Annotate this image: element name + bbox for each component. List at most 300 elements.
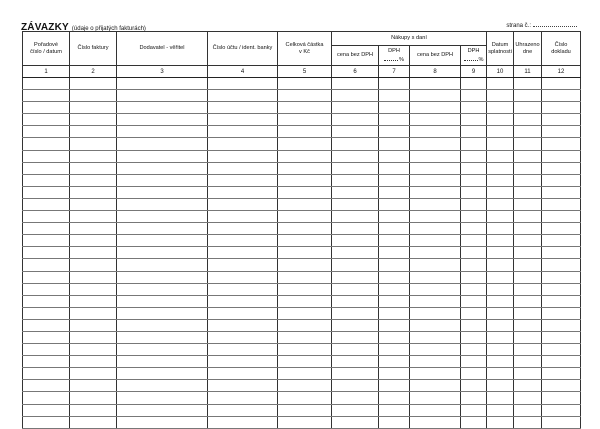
- table-cell[interactable]: [461, 102, 487, 114]
- table-cell[interactable]: [117, 344, 208, 356]
- table-cell[interactable]: [379, 295, 410, 307]
- table-cell[interactable]: [332, 235, 379, 247]
- table-cell[interactable]: [379, 356, 410, 368]
- table-cell[interactable]: [208, 90, 278, 102]
- table-cell[interactable]: [461, 162, 487, 174]
- table-cell[interactable]: [70, 102, 117, 114]
- table-cell[interactable]: [208, 174, 278, 186]
- table-cell[interactable]: [208, 186, 278, 198]
- table-cell[interactable]: [461, 174, 487, 186]
- table-cell[interactable]: [542, 344, 581, 356]
- table-cell[interactable]: [514, 380, 542, 392]
- table-cell[interactable]: [208, 319, 278, 331]
- table-cell[interactable]: [514, 247, 542, 259]
- table-cell[interactable]: [542, 223, 581, 235]
- table-cell[interactable]: [332, 174, 379, 186]
- table-cell[interactable]: [332, 259, 379, 271]
- table-cell[interactable]: [70, 90, 117, 102]
- table-cell[interactable]: [70, 114, 117, 126]
- table-cell[interactable]: [70, 295, 117, 307]
- table-cell[interactable]: [410, 247, 461, 259]
- table-cell[interactable]: [514, 223, 542, 235]
- table-cell[interactable]: [70, 150, 117, 162]
- table-cell[interactable]: [70, 283, 117, 295]
- table-cell[interactable]: [542, 380, 581, 392]
- table-cell[interactable]: [514, 198, 542, 210]
- table-cell[interactable]: [379, 368, 410, 380]
- table-cell[interactable]: [70, 319, 117, 331]
- table-cell[interactable]: [278, 78, 332, 90]
- table-cell[interactable]: [514, 259, 542, 271]
- table-cell[interactable]: [514, 102, 542, 114]
- table-cell[interactable]: [208, 78, 278, 90]
- table-cell[interactable]: [332, 186, 379, 198]
- table-cell[interactable]: [278, 162, 332, 174]
- table-cell[interactable]: [379, 307, 410, 319]
- table-cell[interactable]: [278, 223, 332, 235]
- table-cell[interactable]: [542, 247, 581, 259]
- table-cell[interactable]: [117, 114, 208, 126]
- table-cell[interactable]: [379, 259, 410, 271]
- table-cell[interactable]: [487, 404, 514, 416]
- table-cell[interactable]: [208, 344, 278, 356]
- table-cell[interactable]: [208, 259, 278, 271]
- table-cell[interactable]: [70, 356, 117, 368]
- table-cell[interactable]: [542, 416, 581, 428]
- table-cell[interactable]: [379, 235, 410, 247]
- table-cell[interactable]: [208, 392, 278, 404]
- table-cell[interactable]: [117, 235, 208, 247]
- table-cell[interactable]: [278, 90, 332, 102]
- table-cell[interactable]: [70, 126, 117, 138]
- table-cell[interactable]: [461, 235, 487, 247]
- table-cell[interactable]: [23, 211, 70, 223]
- table-cell[interactable]: [542, 198, 581, 210]
- table-cell[interactable]: [278, 114, 332, 126]
- table-cell[interactable]: [461, 392, 487, 404]
- table-cell[interactable]: [487, 186, 514, 198]
- table-cell[interactable]: [278, 138, 332, 150]
- table-cell[interactable]: [278, 150, 332, 162]
- table-cell[interactable]: [208, 404, 278, 416]
- table-cell[interactable]: [278, 307, 332, 319]
- table-cell[interactable]: [332, 416, 379, 428]
- table-cell[interactable]: [379, 416, 410, 428]
- table-cell[interactable]: [487, 368, 514, 380]
- table-cell[interactable]: [410, 356, 461, 368]
- table-cell[interactable]: [410, 138, 461, 150]
- table-cell[interactable]: [332, 138, 379, 150]
- table-cell[interactable]: [410, 198, 461, 210]
- table-cell[interactable]: [332, 247, 379, 259]
- table-cell[interactable]: [461, 331, 487, 343]
- table-cell[interactable]: [461, 150, 487, 162]
- table-cell[interactable]: [487, 271, 514, 283]
- table-cell[interactable]: [542, 174, 581, 186]
- table-cell[interactable]: [332, 283, 379, 295]
- table-cell[interactable]: [278, 174, 332, 186]
- table-cell[interactable]: [332, 307, 379, 319]
- table-cell[interactable]: [379, 283, 410, 295]
- table-cell[interactable]: [542, 102, 581, 114]
- table-cell[interactable]: [208, 380, 278, 392]
- table-cell[interactable]: [542, 78, 581, 90]
- table-cell[interactable]: [461, 186, 487, 198]
- table-cell[interactable]: [379, 162, 410, 174]
- table-cell[interactable]: [70, 198, 117, 210]
- table-cell[interactable]: [461, 416, 487, 428]
- table-cell[interactable]: [278, 235, 332, 247]
- table-cell[interactable]: [542, 235, 581, 247]
- table-cell[interactable]: [379, 198, 410, 210]
- vat-rate-blank-1[interactable]: [384, 55, 398, 61]
- table-cell[interactable]: [410, 126, 461, 138]
- table-cell[interactable]: [542, 150, 581, 162]
- table-cell[interactable]: [379, 344, 410, 356]
- table-cell[interactable]: [117, 78, 208, 90]
- table-cell[interactable]: [208, 211, 278, 223]
- table-cell[interactable]: [487, 90, 514, 102]
- table-cell[interactable]: [23, 223, 70, 235]
- table-cell[interactable]: [70, 211, 117, 223]
- table-cell[interactable]: [117, 102, 208, 114]
- table-cell[interactable]: [117, 283, 208, 295]
- table-cell[interactable]: [117, 138, 208, 150]
- table-cell[interactable]: [410, 235, 461, 247]
- table-cell[interactable]: [379, 247, 410, 259]
- table-cell[interactable]: [23, 102, 70, 114]
- table-cell[interactable]: [23, 259, 70, 271]
- table-cell[interactable]: [117, 368, 208, 380]
- table-cell[interactable]: [278, 211, 332, 223]
- table-cell[interactable]: [461, 78, 487, 90]
- table-cell[interactable]: [23, 319, 70, 331]
- table-cell[interactable]: [514, 344, 542, 356]
- table-cell[interactable]: [70, 307, 117, 319]
- table-cell[interactable]: [487, 78, 514, 90]
- table-cell[interactable]: [487, 162, 514, 174]
- vat-rate-blank-2[interactable]: [464, 55, 478, 61]
- table-cell[interactable]: [332, 211, 379, 223]
- table-cell[interactable]: [278, 271, 332, 283]
- table-cell[interactable]: [514, 295, 542, 307]
- table-cell[interactable]: [379, 90, 410, 102]
- table-cell[interactable]: [70, 259, 117, 271]
- table-cell[interactable]: [461, 126, 487, 138]
- table-cell[interactable]: [278, 259, 332, 271]
- table-cell[interactable]: [379, 78, 410, 90]
- table-cell[interactable]: [23, 186, 70, 198]
- table-cell[interactable]: [332, 150, 379, 162]
- table-cell[interactable]: [379, 102, 410, 114]
- table-cell[interactable]: [23, 283, 70, 295]
- table-cell[interactable]: [379, 186, 410, 198]
- table-cell[interactable]: [542, 307, 581, 319]
- table-cell[interactable]: [117, 295, 208, 307]
- table-cell[interactable]: [208, 114, 278, 126]
- table-cell[interactable]: [379, 150, 410, 162]
- table-cell[interactable]: [332, 319, 379, 331]
- table-cell[interactable]: [542, 162, 581, 174]
- table-cell[interactable]: [514, 331, 542, 343]
- table-cell[interactable]: [332, 114, 379, 126]
- table-cell[interactable]: [332, 162, 379, 174]
- table-cell[interactable]: [514, 356, 542, 368]
- table-cell[interactable]: [117, 380, 208, 392]
- table-cell[interactable]: [278, 392, 332, 404]
- table-cell[interactable]: [461, 356, 487, 368]
- table-cell[interactable]: [23, 235, 70, 247]
- table-cell[interactable]: [208, 150, 278, 162]
- table-cell[interactable]: [23, 90, 70, 102]
- table-cell[interactable]: [70, 162, 117, 174]
- table-cell[interactable]: [117, 162, 208, 174]
- table-cell[interactable]: [278, 356, 332, 368]
- table-cell[interactable]: [379, 126, 410, 138]
- table-cell[interactable]: [410, 186, 461, 198]
- table-cell[interactable]: [379, 404, 410, 416]
- table-cell[interactable]: [542, 404, 581, 416]
- table-cell[interactable]: [117, 247, 208, 259]
- table-cell[interactable]: [461, 295, 487, 307]
- table-cell[interactable]: [379, 331, 410, 343]
- table-cell[interactable]: [542, 186, 581, 198]
- table-cell[interactable]: [208, 331, 278, 343]
- page-number-blank[interactable]: [533, 20, 577, 27]
- table-cell[interactable]: [542, 259, 581, 271]
- table-cell[interactable]: [23, 138, 70, 150]
- table-cell[interactable]: [23, 404, 70, 416]
- table-cell[interactable]: [514, 416, 542, 428]
- table-cell[interactable]: [514, 162, 542, 174]
- table-cell[interactable]: [542, 319, 581, 331]
- table-cell[interactable]: [487, 102, 514, 114]
- table-cell[interactable]: [542, 295, 581, 307]
- table-cell[interactable]: [379, 271, 410, 283]
- table-cell[interactable]: [410, 319, 461, 331]
- table-cell[interactable]: [332, 356, 379, 368]
- table-cell[interactable]: [542, 211, 581, 223]
- table-cell[interactable]: [208, 126, 278, 138]
- table-cell[interactable]: [117, 356, 208, 368]
- table-cell[interactable]: [70, 138, 117, 150]
- table-cell[interactable]: [23, 307, 70, 319]
- table-cell[interactable]: [514, 392, 542, 404]
- table-cell[interactable]: [278, 295, 332, 307]
- table-cell[interactable]: [514, 211, 542, 223]
- table-cell[interactable]: [70, 247, 117, 259]
- table-cell[interactable]: [117, 198, 208, 210]
- table-cell[interactable]: [410, 114, 461, 126]
- table-cell[interactable]: [278, 404, 332, 416]
- table-cell[interactable]: [70, 344, 117, 356]
- table-cell[interactable]: [117, 223, 208, 235]
- table-cell[interactable]: [514, 307, 542, 319]
- table-cell[interactable]: [379, 223, 410, 235]
- table-cell[interactable]: [487, 259, 514, 271]
- table-cell[interactable]: [461, 90, 487, 102]
- table-cell[interactable]: [487, 235, 514, 247]
- table-cell[interactable]: [208, 307, 278, 319]
- table-cell[interactable]: [117, 259, 208, 271]
- table-cell[interactable]: [542, 356, 581, 368]
- table-cell[interactable]: [410, 416, 461, 428]
- table-cell[interactable]: [23, 380, 70, 392]
- table-cell[interactable]: [278, 283, 332, 295]
- table-cell[interactable]: [379, 114, 410, 126]
- table-cell[interactable]: [410, 368, 461, 380]
- table-cell[interactable]: [487, 416, 514, 428]
- table-cell[interactable]: [70, 174, 117, 186]
- table-cell[interactable]: [332, 392, 379, 404]
- table-cell[interactable]: [117, 319, 208, 331]
- table-cell[interactable]: [332, 295, 379, 307]
- table-cell[interactable]: [278, 102, 332, 114]
- table-cell[interactable]: [410, 150, 461, 162]
- table-cell[interactable]: [410, 307, 461, 319]
- table-cell[interactable]: [23, 368, 70, 380]
- table-cell[interactable]: [23, 78, 70, 90]
- table-cell[interactable]: [487, 198, 514, 210]
- table-cell[interactable]: [487, 114, 514, 126]
- table-cell[interactable]: [514, 283, 542, 295]
- table-cell[interactable]: [514, 114, 542, 126]
- table-cell[interactable]: [208, 295, 278, 307]
- table-cell[interactable]: [410, 380, 461, 392]
- table-cell[interactable]: [487, 307, 514, 319]
- table-cell[interactable]: [542, 90, 581, 102]
- table-cell[interactable]: [461, 271, 487, 283]
- table-cell[interactable]: [332, 380, 379, 392]
- table-cell[interactable]: [542, 283, 581, 295]
- table-cell[interactable]: [23, 162, 70, 174]
- table-cell[interactable]: [410, 331, 461, 343]
- table-cell[interactable]: [514, 90, 542, 102]
- table-cell[interactable]: [23, 356, 70, 368]
- table-cell[interactable]: [117, 271, 208, 283]
- table-cell[interactable]: [23, 150, 70, 162]
- table-cell[interactable]: [514, 186, 542, 198]
- table-cell[interactable]: [70, 223, 117, 235]
- table-cell[interactable]: [117, 186, 208, 198]
- table-cell[interactable]: [278, 186, 332, 198]
- table-cell[interactable]: [410, 295, 461, 307]
- table-cell[interactable]: [410, 102, 461, 114]
- table-cell[interactable]: [332, 102, 379, 114]
- table-cell[interactable]: [410, 223, 461, 235]
- table-cell[interactable]: [487, 392, 514, 404]
- table-cell[interactable]: [514, 271, 542, 283]
- table-cell[interactable]: [487, 126, 514, 138]
- table-cell[interactable]: [117, 126, 208, 138]
- table-cell[interactable]: [23, 114, 70, 126]
- table-cell[interactable]: [70, 368, 117, 380]
- table-cell[interactable]: [410, 392, 461, 404]
- table-cell[interactable]: [461, 138, 487, 150]
- table-cell[interactable]: [379, 174, 410, 186]
- table-cell[interactable]: [487, 331, 514, 343]
- table-cell[interactable]: [117, 150, 208, 162]
- table-cell[interactable]: [410, 78, 461, 90]
- table-cell[interactable]: [461, 198, 487, 210]
- table-cell[interactable]: [487, 295, 514, 307]
- table-cell[interactable]: [514, 150, 542, 162]
- table-cell[interactable]: [208, 416, 278, 428]
- table-cell[interactable]: [514, 404, 542, 416]
- table-cell[interactable]: [278, 368, 332, 380]
- table-cell[interactable]: [461, 404, 487, 416]
- table-cell[interactable]: [23, 198, 70, 210]
- table-cell[interactable]: [332, 404, 379, 416]
- table-cell[interactable]: [23, 271, 70, 283]
- table-cell[interactable]: [487, 138, 514, 150]
- table-cell[interactable]: [542, 392, 581, 404]
- table-cell[interactable]: [70, 78, 117, 90]
- table-cell[interactable]: [332, 331, 379, 343]
- table-cell[interactable]: [514, 174, 542, 186]
- table-cell[interactable]: [487, 380, 514, 392]
- table-cell[interactable]: [332, 90, 379, 102]
- table-cell[interactable]: [332, 78, 379, 90]
- table-cell[interactable]: [487, 247, 514, 259]
- table-cell[interactable]: [332, 368, 379, 380]
- table-cell[interactable]: [23, 247, 70, 259]
- table-cell[interactable]: [278, 198, 332, 210]
- table-cell[interactable]: [542, 368, 581, 380]
- table-cell[interactable]: [278, 126, 332, 138]
- table-cell[interactable]: [70, 404, 117, 416]
- table-cell[interactable]: [23, 126, 70, 138]
- table-cell[interactable]: [70, 416, 117, 428]
- table-cell[interactable]: [278, 331, 332, 343]
- table-cell[interactable]: [23, 344, 70, 356]
- table-cell[interactable]: [487, 283, 514, 295]
- table-cell[interactable]: [117, 211, 208, 223]
- table-cell[interactable]: [332, 344, 379, 356]
- table-cell[interactable]: [487, 223, 514, 235]
- table-cell[interactable]: [461, 283, 487, 295]
- table-cell[interactable]: [410, 174, 461, 186]
- table-cell[interactable]: [487, 211, 514, 223]
- table-cell[interactable]: [208, 138, 278, 150]
- table-cell[interactable]: [461, 247, 487, 259]
- table-cell[interactable]: [461, 259, 487, 271]
- table-cell[interactable]: [278, 247, 332, 259]
- table-cell[interactable]: [487, 150, 514, 162]
- table-cell[interactable]: [410, 283, 461, 295]
- table-cell[interactable]: [117, 307, 208, 319]
- table-cell[interactable]: [23, 174, 70, 186]
- table-cell[interactable]: [117, 416, 208, 428]
- table-cell[interactable]: [23, 331, 70, 343]
- table-cell[interactable]: [461, 319, 487, 331]
- table-cell[interactable]: [117, 404, 208, 416]
- table-cell[interactable]: [410, 211, 461, 223]
- table-cell[interactable]: [410, 90, 461, 102]
- table-cell[interactable]: [278, 380, 332, 392]
- table-cell[interactable]: [278, 344, 332, 356]
- table-cell[interactable]: [117, 392, 208, 404]
- table-cell[interactable]: [208, 247, 278, 259]
- table-cell[interactable]: [23, 295, 70, 307]
- table-cell[interactable]: [208, 356, 278, 368]
- table-cell[interactable]: [542, 114, 581, 126]
- table-cell[interactable]: [514, 138, 542, 150]
- table-cell[interactable]: [379, 211, 410, 223]
- table-cell[interactable]: [23, 416, 70, 428]
- table-cell[interactable]: [487, 174, 514, 186]
- table-cell[interactable]: [410, 344, 461, 356]
